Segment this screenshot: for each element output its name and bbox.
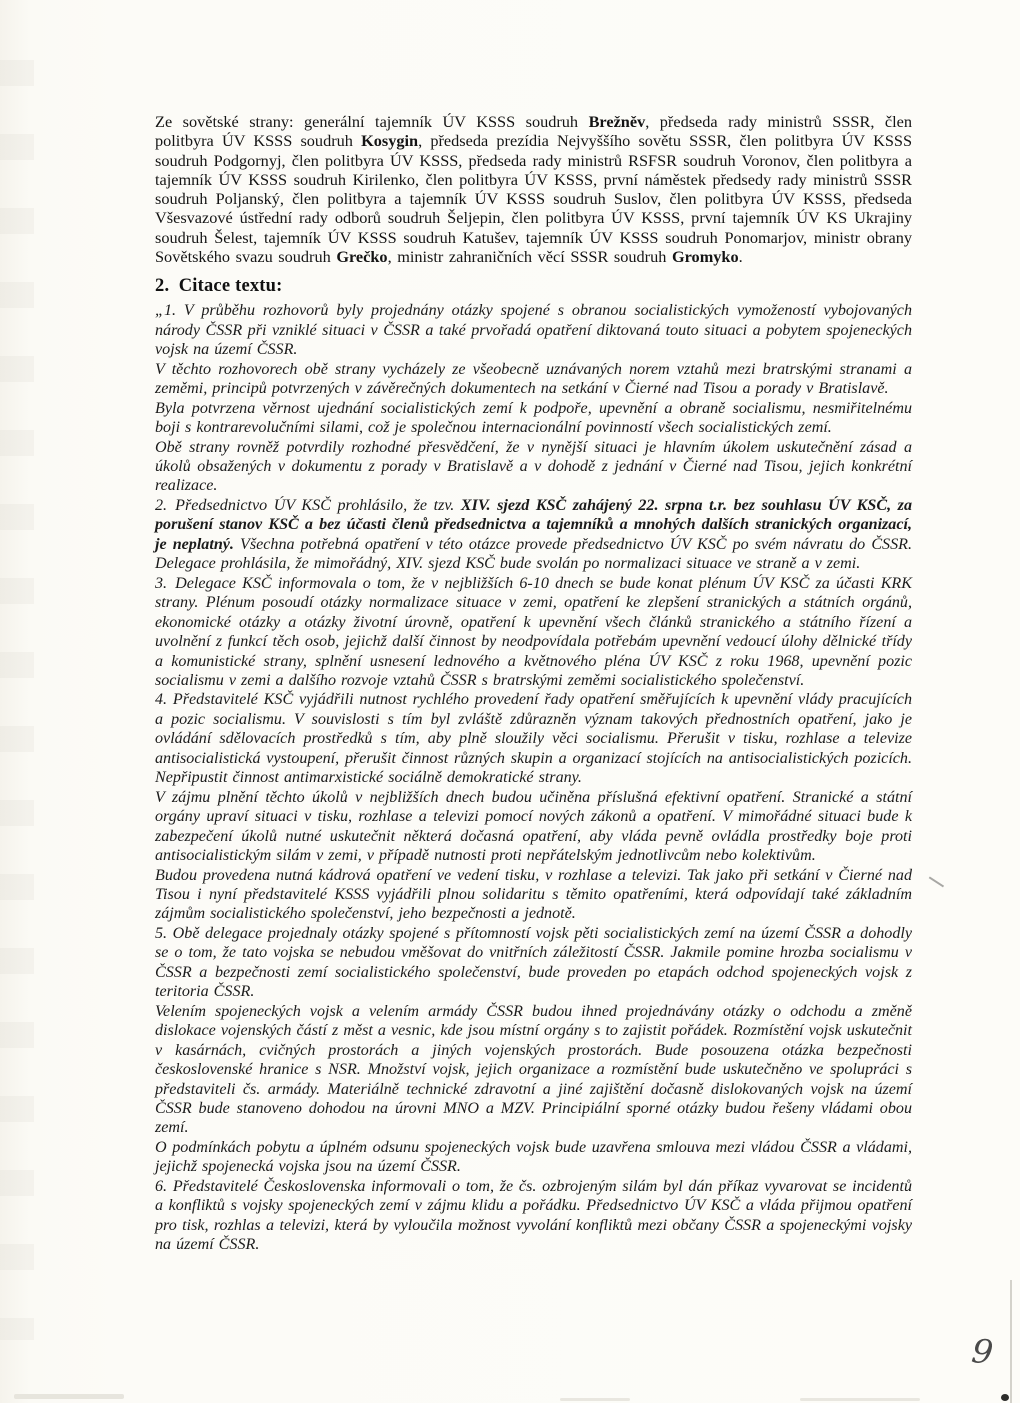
quote-paragraph: „1. V průběhu rozhovorů byly projednány otázky spojené s obranou socialistických vymožeností vybojovaných národy ČSSR při vzniklé situaci v ČSSR a také prvořadá opatření diktovaná touto situaci a pobytem spojeneckých vojsk na území ČSSR. [155,302,912,359]
scan-paper-texture [0,60,34,1340]
quote-paragraph: 5. Obě delegace projednaly otázky spojené s přítomností vojsk pěti socialistických zemí na území ČSSR a dohodly se o tom, že tato vojska se nebudou vměšovat do vnitřních záležitostí ČSSR. Jakmile pomine hrozba socialismu v ČSSR a bezpečnosti zemí socialistického společenství, bude proveden po etapách odchod spojeneckých vojsk z teritoria ČSSR. [155,924,912,1001]
scan-bottom-smudge [14,1394,124,1399]
quote-paragraph: O podmínkách pobytu a úplném odsunu spojeneckých vojsk bude uzavřena smlouva mezi vládou ČSSR a vládami, jejichž spojenecká vojska jsou na území ČSSR. [155,1138,912,1176]
scan-bottom-smudge [800,1398,920,1401]
quote-paragraph: 4. Představitelé KSČ vyjádřili nutnost rychlého provedení řady opatření směřujících k upevnění vlády pracujících a pozic socialismu. V souvislosti s tím byl zvláště zdůrazněn význam takových přednostních opatření, jako je ovládání sdělovacích prostředků s tím, aby plně sloužily věci socialismu. Přerušit v tisku, rozhlase a televize antisocialistická vystoupení, přerušit činnost různých skupin a organizací stojících na antisocialistických pozicích. Nepřipustit činnost antimarxistické sociálně demokratické strany. [155,691,912,787]
scan-bottom-smudge [560,1398,630,1401]
quote-paragraph: 2. Předsednictvo ÚV KSČ prohlásilo, že tzv. XIV. sjezd KSČ zahájený 22. srpna t.r. bez souhlasu ÚV KSČ, za porušení stanov KSČ a bez účasti členů předsednictva a tajemníků a mnohých dalších stranických organizací, je neplatný. Všechna potřebná opatření v této otázce provede předsednictvo ÚV KSČ po svém návratu do ČSSR. Delegace prohlásila, že mimořádný, XIV. sjezd KSČ bude svolán po normalizaci situace ve straně a v zemi. [155,496,912,573]
quote-paragraph: V zájmu plnění těchto úkolů v nejbližších dnech budou učiněna příslušná efektivní opatření. Stranické a státní orgány upraví situaci v tisku, rozhlase a televizi pomocí nových zákonů a opatření. V mimořádné situaci bude k zabezpečení úkolů nutné uskutečnit některá dočasná opatření, aby vláda pevně ovládla prostředky boje proti antisocialistickým silám v zemi, v případě nutnosti proti nepřátelským jednotlivcům nebo kolektivům. [155,788,912,865]
citation-body [155,301,912,1254]
quote-paragraph: 3. Delegace KSČ informovala o tom, že v nejbližších 6-10 dnech se bude konat plénum ÚV KSČ za účasti KRK strany. Plénum posoudí otázky normalizace situace v zemi, opatření ke zlepšení stranických a státních orgánů, ekonomické otázky a otázky životní úrovně, opatření k upevnění všech článků stranického a státního řízení a uvolnění z funkcí těch osob, jejichž další činnost by neodpovídala potřebám upevnění vedoucí úlohy dělnické třídy a komunistické strany, splnění usnesení lednového a květnového pléna ÚV KSČ z roku 1968, upevnění pozic socialismu v zemi a dalšího rozvoje vztahů ČSSR s bratrskými zeměmi socialistického společenství. [155,574,912,689]
quote-paragraph: Byla potvrzena věrnost ujednání socialistických zemí k podpoře, upevnění a obraně socialismu, nesmiřitelnému boji s kontrarevolučními silami, což je společnou internacionální povinností všech socialistických zemí. [155,399,912,437]
citation-heading: 2. Citace textu: [155,276,283,297]
scan-corner-dot [1001,1394,1009,1401]
quote-paragraph: Velením spojeneckých vojsk a velením armády ČSSR budou ihned projednávány otázky o odchodu a změně dislokace vojenských částí z měst a vesnic, kde jsou místní orgány s to zajistit pořádek. Rozmístění vojsk uskutečnit v kasárnách, cvičných prostorách a jiných vojenských prostorách. Bude posouzena otázka bezpečnosti československé hranice s NSR. Množství vojsk, jejich organizace a rozmístění bude uskutečněno ve spolupráci s představiteli čs. armády. Materiálně technické zdravotní a jiné zajištění dočasně dislokovaných vojsk na území ČSSR bude stanoveno dohodou na úrovni MNO a MZV. Principiální sporné otázky budou řešeny vládami obou zemí. [155,1002,912,1137]
scan-edge-artifact [1010,1280,1012,1403]
quote-paragraph: V těchto rozhovorech obě strany vycházely ze všeobecně uznávaných norem vztahů mezi bratrskými stranami a zeměmi, principů potvrzených v závěrečných dokumentech na setkání v Čierné nad Tisou a porady v Bratislavě. [155,360,912,398]
quote-paragraph: 6. Představitelé Československa informovali o tom, že čs. ozbrojeným silám byl dán příkaz vyvarovat se incidentů a konfliktů s vojsky spojeneckých zemí v zájmu klidu a pořádku. Předsednictvo ÚV KSČ a vláda přijmou opatření pro tisk, rozhlas a televizi, která by vyloučila možnost vyvolání konfliktů mezi občany ČSSR a spojeneckými vojsky na území ČSSR. [155,1177,912,1254]
soviet-delegation-paragraph: Ze sovětské strany: generální tajemník ÚV KSSS soudruh Brežněv, předseda rady ministrů SSSR, člen politbyra ÚV KSSS soudruh Kosygin, předseda prezídia Nejvyššího sovětu SSSR, člen politbyra ÚV KSSS soudruh Podgornyj, člen politbyra ÚV KSSS, předseda rady ministrů RSFSR soudruh Voronov, člen politbyra a tajemník ÚV KSSS soudruh Kirilenko, člen politbyra ÚV KSSS, první náměstek předsedy rady ministrů SSSR soudruh Poljanský, člen politbyra a tajemník ÚV KSSS soudruh Suslov, člen politbyra ÚV KSSS, předseda Všesvazové ústřední rady odborů soudruh Šeljepin, člen politbyra ÚV KSSS, první tajemník ÚV KS Ukrajiny soudruh Šelest, tajemník ÚV KSSS soudruh Katušev, tajemník ÚV KSSS soudruh Ponomarjov, ministr obrany Sovětského svazu soudruh Grečko, ministr zahraničních věcí SSSR soudruh Gromyko. [155,112,912,267]
quote-paragraph: Budou provedena nutná kádrová opatření ve vedení tisku, v rozhlase a televizi. Tak jako při setkání v Čierné nad Tisou i nyní představitelé KSSS vyjádřili plnou solidaritu s těmito opatřeními, která odpovídají také základním zájmům socialistického společenství, jeho bezpečnosti a jednotě. [155,866,912,923]
stray-pen-mark [929,876,944,887]
handwritten-page-number: 9 [969,1330,996,1373]
quote-paragraph: Obě strany rovněž potvrdily rozhodné přesvědčení, že v nynější situaci je hlavním úkolem uskutečnění zásad a úkolů obsažených v dokumentu z porady v Bratislavě a v dohodě z jednání v Čierné nad Tisou, jejich konkrétní realizace. [155,438,912,495]
document-text-block [155,112,912,1255]
